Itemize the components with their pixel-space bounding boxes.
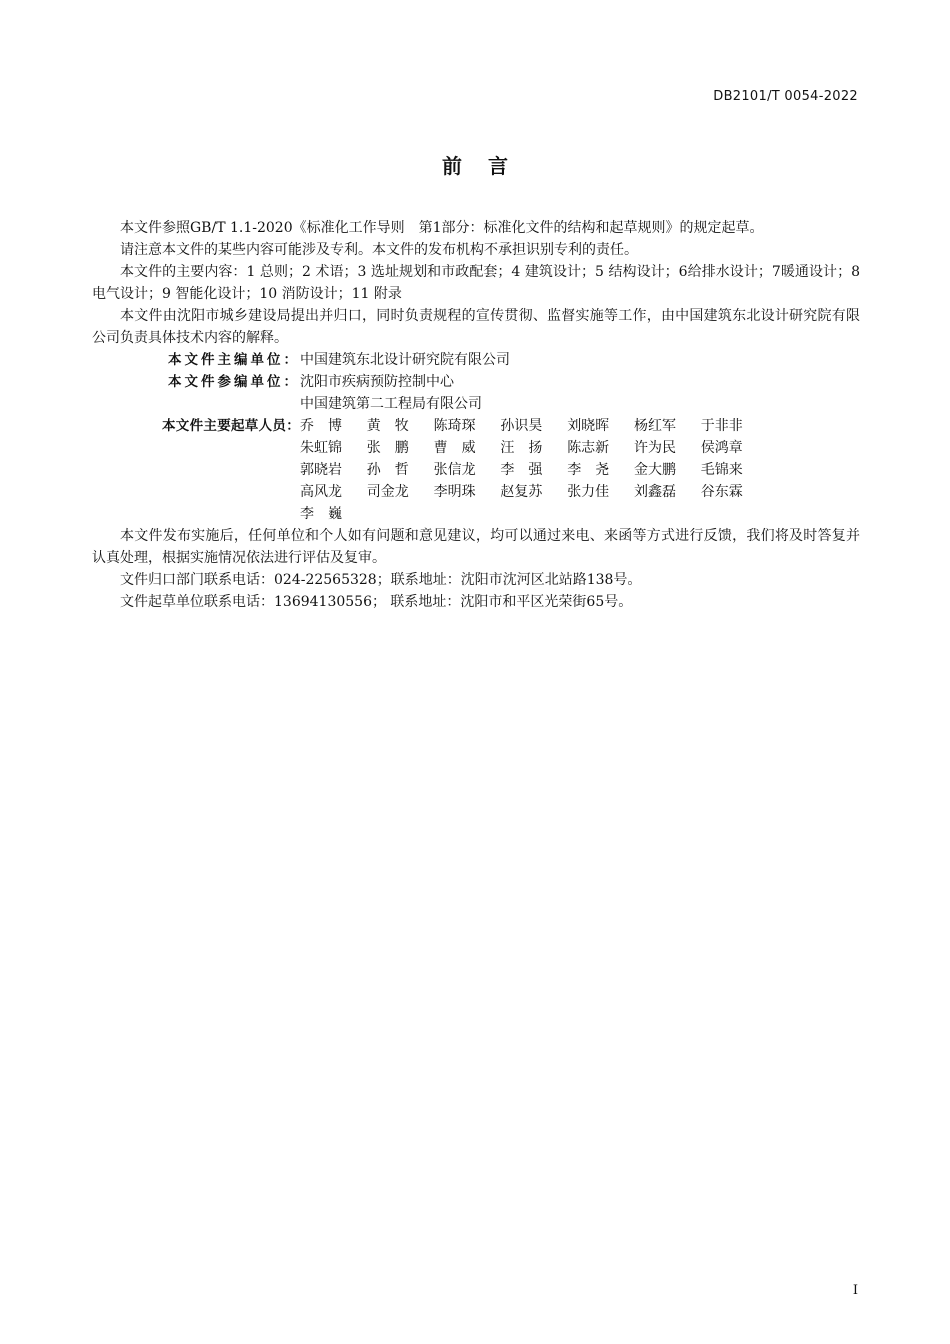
paragraph-reference-standard: 本文件参照GB/T 1.1-2020《标准化工作导则 第1部分：标准化文件的结构和起草规则》的规定起草。 <box>120 220 764 236</box>
chief-unit-values <box>300 349 860 371</box>
paragraph-responsible-authority: 本文件由沈阳市城乡建设局提出并归口，同时负责规程的宣传贯彻、监督实施等工作，由中国建筑东北设计研究院有限公司负责具体技术内容的解释。 <box>92 308 860 346</box>
drafters-label: 本文件主要起草人员： <box>162 418 300 434</box>
paragraph-main-contents: 本文件的主要内容：1 总则；2 术语；3 选址规划和市政配套；4 建筑设计；5 结构设计；6给排水设计；7暖通设计；8 电气设计；9 智能化设计；10 消防设计；11 附录 <box>92 264 860 302</box>
drafter-name: 陈志新 <box>567 440 610 456</box>
drafter-name: 朱虹锦 <box>300 440 342 456</box>
drafter-name: 谷东霖 <box>700 484 743 500</box>
drafter-name: 张力佳 <box>567 484 610 500</box>
drafter-name: 张 鹏 <box>366 440 409 456</box>
chief-unit-row <box>92 349 860 371</box>
participating-unit-name: 沈阳市疾病预防控制中心 <box>300 374 454 390</box>
drafter-name: 黄 牧 <box>366 418 409 434</box>
page-number: I <box>852 1283 858 1298</box>
drafter-name: 郭晓岩 <box>300 462 342 478</box>
foreword-body <box>92 217 860 613</box>
chief-unit-name: 中国建筑东北设计研究院有限公司 <box>300 352 510 368</box>
page-title: 前言 <box>442 154 534 178</box>
document-code: DB2101/T 0054-2022 <box>713 89 858 104</box>
drafter-name: 孙 哲 <box>366 462 409 478</box>
drafter-name: 刘晓晖 <box>567 418 610 434</box>
drafter-name: 金大鹏 <box>633 462 676 478</box>
paragraph-authority-contact: 文件归口部门联系电话：024-22565328；联系地址：沈阳市沈河区北站路138号。 <box>120 572 642 588</box>
drafter-name: 高风龙 <box>300 484 342 500</box>
drafter-name: 李 巍 <box>300 506 342 522</box>
drafter-name: 曹 威 <box>433 440 476 456</box>
drafters-row <box>92 415 860 525</box>
drafter-name: 侯鸿章 <box>700 440 743 456</box>
paragraph-patent-notice: 请注意本文件的某些内容可能涉及专利。本文件的发布机构不承担识别专利的责任。 <box>120 242 638 258</box>
drafters-grid <box>300 415 860 525</box>
drafter-name: 许为民 <box>633 440 676 456</box>
drafter-name: 汪 扬 <box>500 440 543 456</box>
drafter-name: 司金龙 <box>366 484 409 500</box>
participating-unit-name: 中国建筑第二工程局有限公司 <box>300 396 482 412</box>
paragraph-feedback: 本文件发布实施后，任何单位和个人如有问题和意见建议，均可以通过来电、来函等方式进行反馈，我们将及时答复并认真处理，根据实施情况依法进行评估及复审。 <box>92 528 860 566</box>
participating-units-row <box>92 371 860 415</box>
drafter-name: 李 强 <box>500 462 543 478</box>
drafter-name: 孙识昊 <box>500 418 543 434</box>
paragraph-drafter-contact: 文件起草单位联系电话：13694130556； 联系地址：沈阳市和平区光荣街65号。 <box>120 594 633 610</box>
drafter-name: 李 尧 <box>567 462 610 478</box>
drafter-name: 李明珠 <box>433 484 476 500</box>
drafter-name: 毛锦来 <box>700 462 743 478</box>
drafter-name: 赵复苏 <box>500 484 543 500</box>
participating-units-label: 本文件参编单位： <box>168 374 300 390</box>
drafter-name: 乔 博 <box>300 418 342 434</box>
participating-units-values <box>300 371 860 415</box>
drafter-name: 张信龙 <box>433 462 476 478</box>
drafter-name: 杨红军 <box>633 418 676 434</box>
drafter-name: 于非非 <box>700 418 743 434</box>
drafter-name: 刘鑫磊 <box>633 484 676 500</box>
drafter-name: 陈琦琛 <box>433 418 476 434</box>
chief-unit-label: 本文件主编单位： <box>168 352 300 368</box>
